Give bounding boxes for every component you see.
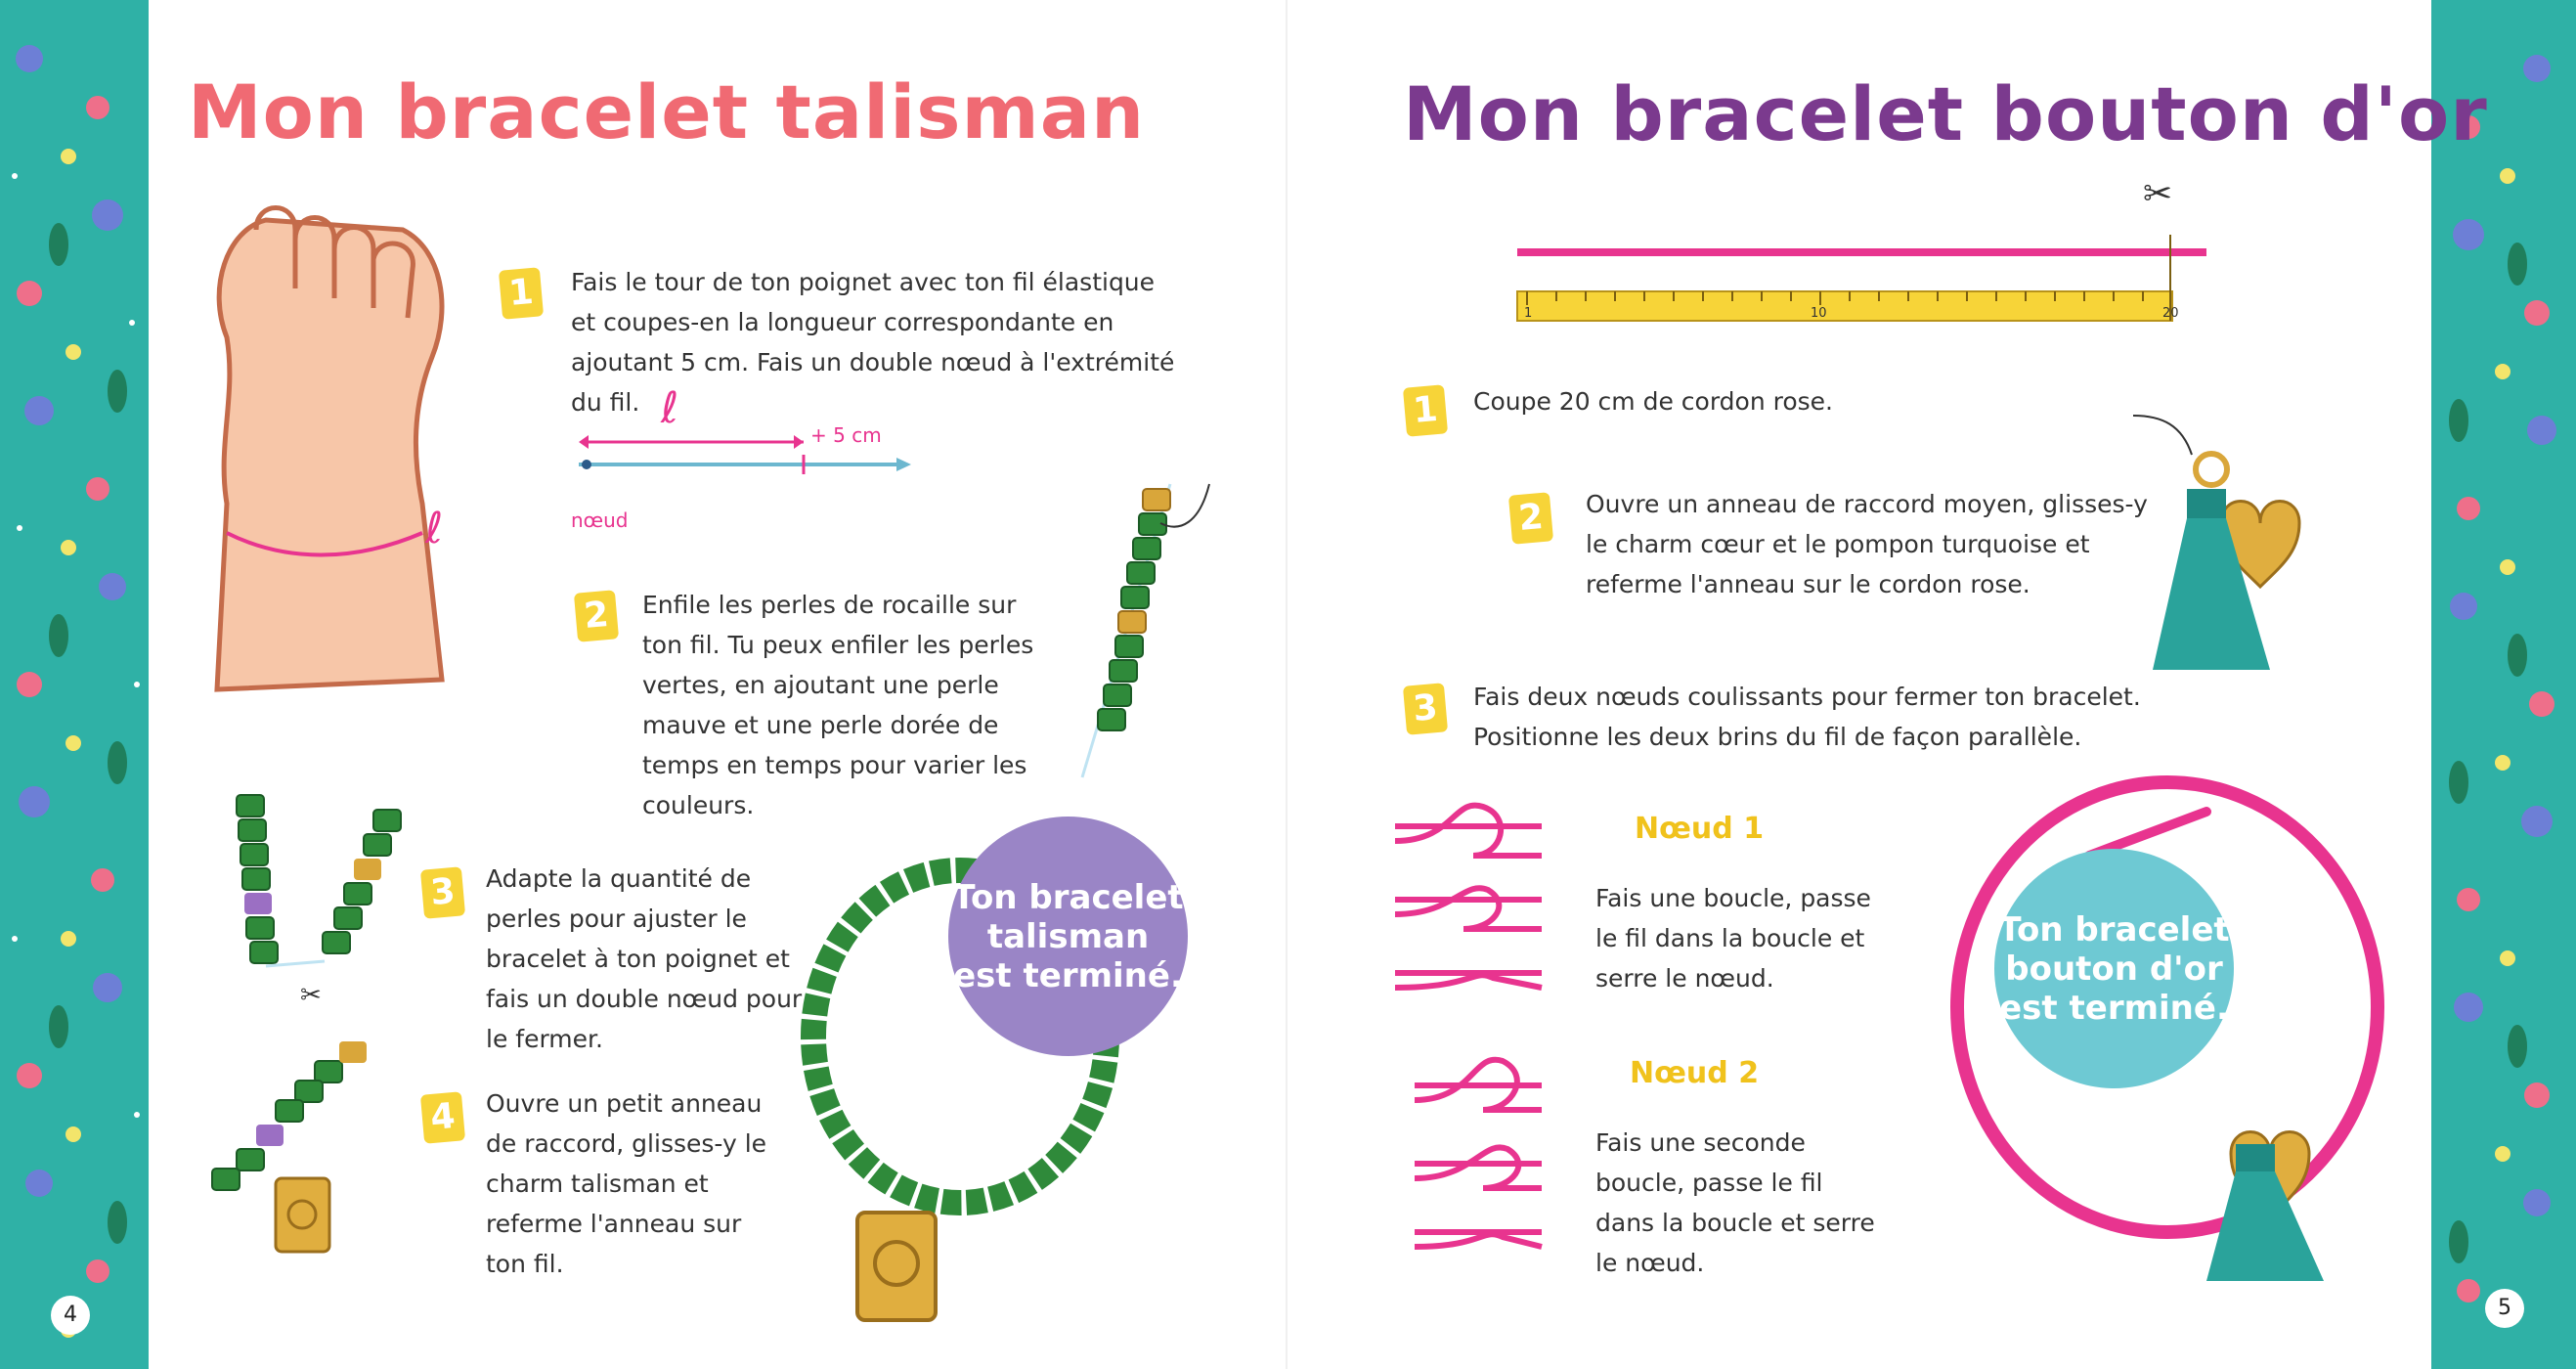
step-text: Ouvre un petit anneau de raccord, glisses-y le charm talisman et referme l'anneau sur ton fil.	[486, 1089, 767, 1278]
page-number: 5	[2485, 1289, 2524, 1328]
done-message: Ton bracelet talisman est terminé.	[948, 817, 1188, 1056]
knot-label: nœud	[571, 508, 629, 532]
step-badge: 4	[420, 1091, 465, 1143]
bead-closing-illustration	[217, 790, 413, 1015]
step-text: Fais deux nœuds coulissants pour fermer ton bracelet. Positionne les deux brins du fil de façon parallèle.	[1473, 683, 2141, 751]
wrist-illustration	[188, 210, 442, 699]
tassel-charm-illustration	[2133, 416, 2329, 670]
wrist-length-label: ℓ	[425, 504, 444, 553]
svg-text:✂: ✂	[2143, 174, 2173, 214]
step-text: Ouvre un anneau de raccord moyen, glisses-y le charm cœur et le pompon turquoise et referme l'anneau sur le cordon rose.	[1586, 490, 2148, 598]
step-badge: 2	[1508, 492, 1553, 544]
svg-text:✂: ✂	[300, 981, 322, 1010]
page-title: Mon bracelet bouton d'or	[1403, 70, 2488, 157]
step-text: Fais le tour de ton poignet avec ton fil élastique et coupes-en la longueur correspondante en ajoutant 5 cm. Fais un double nœud à l'extrémité du fil.	[571, 268, 1175, 417]
done-message: Ton bracelet bouton d'or est terminé.	[1994, 849, 2234, 1088]
plus-5cm-label: + 5 cm	[810, 423, 882, 447]
step-text: Enfile les perles de rocaille sur ton fil. Tu peux enfiler les perles vertes, en ajoutant une perle mauve et une perle dorée de temps en temps pour varier les couleurs.	[642, 591, 1034, 819]
step-badge: 3	[420, 866, 465, 918]
step-badge: 3	[1403, 683, 1448, 734]
step-badge: 1	[1403, 384, 1448, 436]
knot-title: Nœud 2	[1630, 1056, 1760, 1090]
floral-pattern-left	[0, 0, 149, 1369]
floral-border-right	[2429, 0, 2576, 1369]
step-text: Coupe 20 cm de cordon rose.	[1473, 387, 1834, 416]
step-badge: 1	[499, 267, 544, 319]
page-title: Mon bracelet talisman	[188, 68, 1146, 155]
charm-attach-illustration	[193, 1037, 388, 1271]
right-page	[1286, 0, 2511, 1369]
step-badge: 2	[574, 590, 619, 641]
ruler-label: 10	[1811, 306, 1827, 321]
knot-title: Nœud 1	[1635, 812, 1765, 846]
floral-border-left	[0, 0, 149, 1369]
length-diagram	[579, 401, 911, 499]
step-text: Adapte la quantité de perles pour ajuster le bracelet à ton poignet et fais un double nœud pour le fermer.	[486, 864, 803, 1053]
page-number: 4	[51, 1296, 90, 1335]
floral-pattern-right	[2429, 0, 2576, 1369]
ruler-illustration	[1517, 176, 2221, 332]
knot-text: Fais une boucle, passe le fil dans la boucle et serre le nœud.	[1595, 884, 1871, 993]
ruler-label: 1	[1524, 306, 1533, 321]
knot-text: Fais une seconde boucle, passe le fil dans la boucle et serre le nœud.	[1595, 1128, 1875, 1277]
bead-strand-illustration	[1063, 484, 1180, 797]
ruler-label: 20	[2162, 306, 2179, 321]
left-page	[64, 0, 1286, 1369]
knot-diagrams	[1395, 797, 1561, 1257]
length-label: ℓ	[661, 383, 679, 433]
